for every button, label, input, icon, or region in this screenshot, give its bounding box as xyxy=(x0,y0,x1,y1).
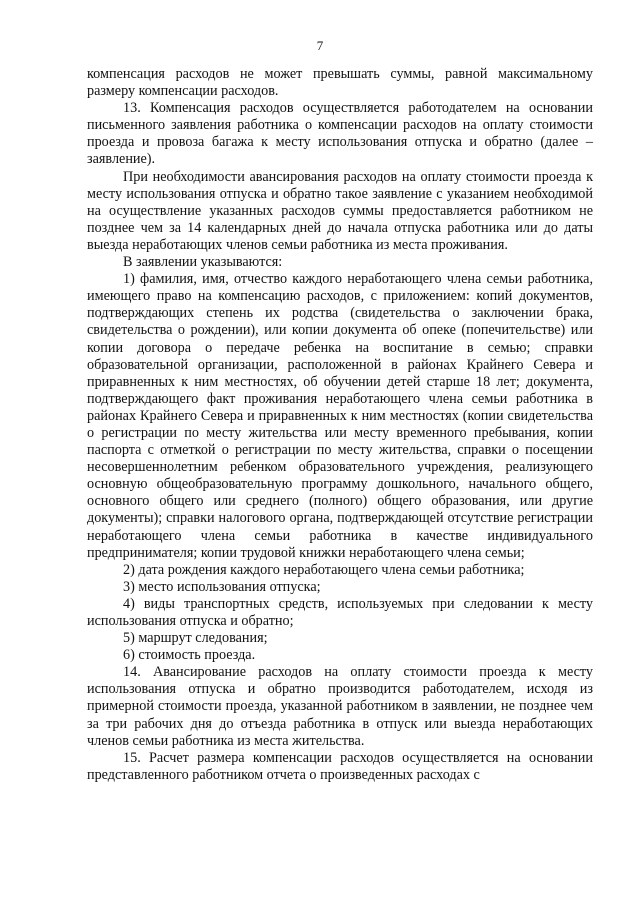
list-item: 5) маршрут следования; xyxy=(123,630,268,647)
paragraph: При необходимости авансирования расходов на оплату стоимости проезда к месту использования отпуска и обратно такое заявление с указанием необходимой на осуществление указанных расходов суммы предоставляется работником не позднее чем за 14 календарных дней до начала отпуска работника или до даты выезда неработающих членов семьи работника из места проживания. xyxy=(87,168,593,253)
document-body xyxy=(87,66,593,784)
list-item: 1) фамилия, имя, отчество каждого неработающего члена семьи работника, имеющего право на компенсацию расходов, с приложением: копий документов, подтверждающих степень их родства (свидетельства о заключении брака, свидетельства о рождении), или копии документа об опеке (попечительстве) или копии договора о передаче ребенка на воспитание в семью; справки образовательной организации, расположенной в районах Крайнего Севера и приравненных к ним местностях, об обучении детей старше 18 лет; документа, подтверждающего факт проживания неработающего члена семьи работника в районах Крайнего Севера и приравненных к ним местностях (копии свидетельства о регистрации по месту жительства или месту временного пребывания, копии паспорта с отметкой о регистрации по месту жительства, справки о посещении несовершеннолетним ребенком образовательного учреждения, реализующего основную общеобразовательную программу дошкольного, начального общего, основного общего или среднего (полного) общего образования, или другие документы); справки налогового органа, подтверждающей отсутствие регистрации неработающего члена семьи работника в качестве индивидуального предпринимателя; копии трудовой книжки неработающего члена семьи; xyxy=(87,271,593,561)
paragraph: 15. Расчет размера компенсации расходов осуществляется на основании представленного работником отчета о произведенных расходах с xyxy=(87,749,593,783)
paragraph: 14. Авансирование расходов на оплату стоимости проезда к месту использования отпуска и обратно производится работодателем, исходя из примерной стоимости проезда, указанной работником в заявлении, не позднее чем за три рабочих дня до отъезда работника в отпуск или выезда неработающих членов семьи работника из места жительства. xyxy=(87,664,593,749)
paragraph: компенсация расходов не может превышать суммы, равной максимальному размеру компенсации расходов. xyxy=(87,66,593,100)
page-number: 7 xyxy=(316,38,324,53)
list-item: 2) дата рождения каждого неработающего члена семьи работника; xyxy=(123,561,525,578)
paragraph: 13. Компенсация расходов осуществляется работодателем на основании письменного заявления работника о компенсации расходов на оплату стоимости проезда и провоза багажа к месту использования отпуска и обратно (далее – заявление). xyxy=(87,100,593,168)
list-item: 3) место использования отпуска; xyxy=(123,578,321,595)
list-item: 4) виды транспортных средств, используемых при следовании к месту использования отпуска и обратно; xyxy=(87,595,593,629)
paragraph: В заявлении указываются: xyxy=(123,254,283,271)
list-item: 6) стоимость проезда. xyxy=(123,647,256,664)
